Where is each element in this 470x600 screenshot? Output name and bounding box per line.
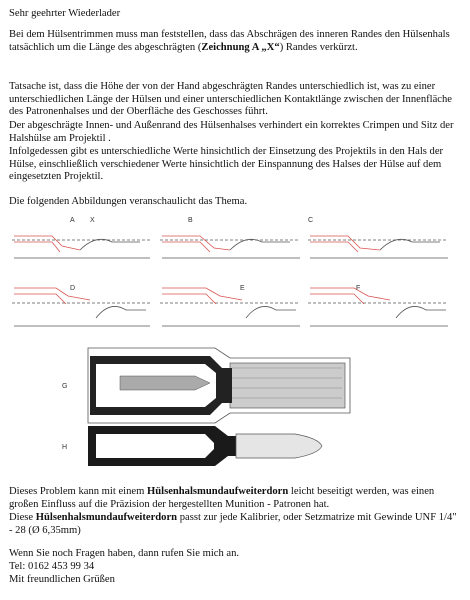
paragraph-6: [9, 512, 461, 537]
drawing-d: [12, 288, 150, 326]
phone-number: Tel: 0162 453 99 34: [9, 561, 95, 572]
closing-line-3: Mit freundlichen Grüßen: [9, 574, 115, 585]
paragraph-1: [9, 29, 461, 54]
label-h: H: [62, 444, 68, 451]
drawing-c: [308, 236, 448, 258]
label-f: F: [356, 285, 361, 292]
paragraph-2: Tatsache ist, dass die Höhe der von der Hand abgeschrägten Randes unterschiedlich ist, was zu einer unterschiedlichen Länge der Hülsen und einer unterschiedlichen Kontaktlänge zwischen der Innenfläche des Patronenhalses und der Oberfläche des Geschosses führt.: [9, 81, 452, 118]
tool-name-2: Hülsenhalsmundaufweiterdorn: [35, 512, 178, 523]
label-a: A: [70, 217, 75, 224]
paragraph-4: Infolgedessen gibt es unterschiedliche Werte hinsichtlich der Einsetzung des Projektils in den Hals der Hülse, einschließlich verschiedener Werte hinsichtlich der Einspannung des Halses der Hülse auf dem eingesetzten Projektil.: [9, 146, 444, 183]
paragraph-1-end: ) Randes verkürzt.: [279, 41, 358, 53]
label-b: B: [188, 217, 193, 224]
drawing-reference: Zeichnung A „X“: [201, 41, 280, 53]
drawing-g: [88, 348, 350, 423]
label-c: C: [308, 217, 314, 224]
label-e: E: [240, 285, 245, 292]
drawing-h: [88, 426, 322, 466]
chamfer-illustration: [0, 208, 470, 478]
paragraph-5-end: leicht beseitigt werden, was einen großen Einfluss auf die Präzision der hergestellten Munition - Patronen hat.: [9, 486, 435, 510]
figures-intro: Die folgenden Abbildungen veranschaulicht das Thema.: [9, 196, 248, 207]
drawing-b: [160, 236, 300, 258]
paragraph-6-text: Diese: [9, 512, 36, 523]
greeting: Sehr geehrter Wiederlader: [9, 8, 121, 19]
drawing-e: [160, 288, 300, 326]
paragraph-3: Der abgeschrägte Innen- und Außenrand des Hülsenhalses verhindert ein korrektes Crimpen und Sitz der Halshülse am Projektil .: [9, 120, 454, 144]
tool-name: Hülsenhalsmundaufweiterdorn: [147, 486, 289, 497]
closing-line-1: Wenn Sie noch Fragen haben, dann rufen Sie mich an.: [9, 548, 240, 559]
paragraph-6-end: passt zur jede Kalibrier, oder Setzmatrize mit Gewinde UNF 1/4" - 28 (Ø 6,35mm): [9, 512, 457, 536]
drawing-f: [308, 288, 448, 326]
paragraph-1-text: Bei dem Hülsentrimmen muss man feststellen, dass das Abschrägen des inneren Randes den Hülsenhals tatsächlich um die Länge des abgeschrägten (: [9, 29, 450, 53]
paragraph-5: [9, 486, 461, 511]
label-x: X: [90, 217, 95, 224]
label-g: G: [62, 383, 68, 390]
paragraph-5-text: Dieses Problem kann mit einem: [9, 486, 147, 497]
label-d: D: [70, 285, 76, 292]
drawing-a: [12, 236, 150, 258]
